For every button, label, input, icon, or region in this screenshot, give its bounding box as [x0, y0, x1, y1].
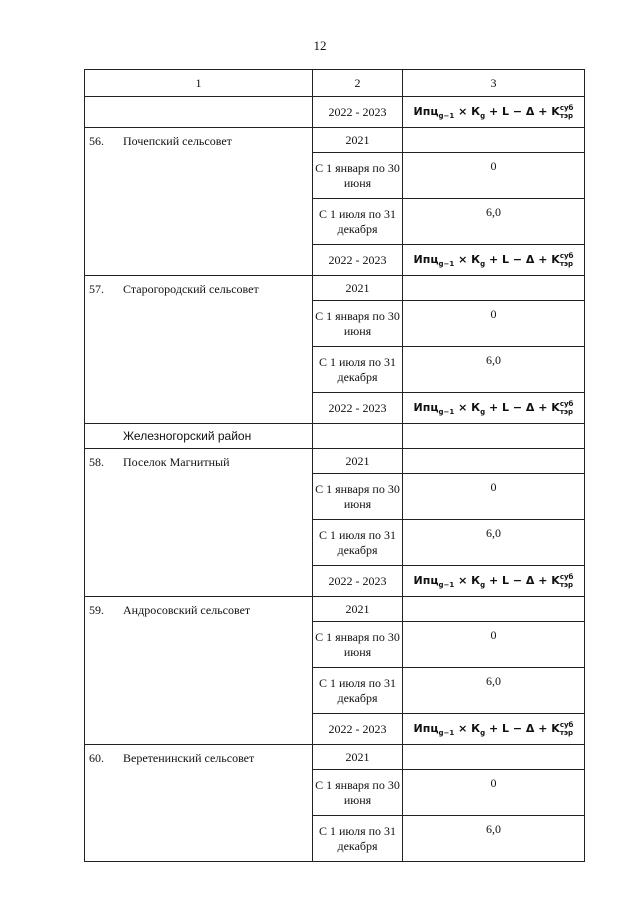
period-cell: 2022 - 2023: [313, 566, 403, 597]
header-col-1: 1: [85, 70, 313, 97]
settlement-name-cell: [85, 597, 313, 745]
page-number: 12: [313, 38, 327, 53]
formula-rest: + L − Δ + K: [485, 722, 560, 735]
value-cell: [403, 745, 585, 770]
formula-cell: [403, 393, 585, 424]
value-cell: 0: [403, 301, 585, 347]
value-cell-empty: [403, 424, 585, 449]
district-name: Железногорский район: [85, 424, 313, 449]
period-cell-empty: [313, 424, 403, 449]
formula-ipc-index: g−1: [438, 408, 455, 417]
formula-cell: [403, 714, 585, 745]
formula-sub: тэр: [559, 112, 574, 120]
tariff-table: [84, 69, 585, 862]
table-row: [85, 97, 585, 128]
value-cell: 0: [403, 770, 585, 816]
formula-ipc-index: g−1: [438, 581, 455, 590]
value-cell: [403, 449, 585, 474]
formula-sub: тэр: [559, 260, 574, 268]
formula-rest: + L − Δ + K: [485, 574, 560, 587]
table-body: [85, 70, 585, 862]
formula-ipc-index: g−1: [438, 112, 455, 121]
formula-sup: суб: [559, 252, 574, 260]
formula-k-index: g: [480, 260, 486, 269]
period-cell: С 1 января по 30 июня: [313, 622, 403, 668]
settlement-name: Поселок Магнитный: [123, 455, 230, 469]
formula-k-sub-ter: [560, 104, 574, 120]
district-row: [85, 424, 585, 449]
table-row: [85, 128, 585, 153]
value-cell: 6,0: [403, 199, 585, 245]
table-row: [85, 276, 585, 301]
header-col-3: 3: [403, 70, 585, 97]
period-cell: 2021: [313, 745, 403, 770]
period-cell: 2022 - 2023: [313, 714, 403, 745]
formula-k-sub-ter: [560, 721, 574, 737]
formula-sub: тэр: [559, 408, 574, 416]
formula-ipc: Ипц: [413, 105, 439, 118]
formula-k-index: g: [480, 581, 486, 590]
table-header-row: [85, 70, 585, 97]
settlement-name-cell: [85, 276, 313, 424]
period-cell: С 1 января по 30 июня: [313, 770, 403, 816]
period-cell: С 1 июля по 31 декабря: [313, 520, 403, 566]
formula-k-sub-ter: [560, 400, 574, 416]
settlement-name-cell: [85, 745, 313, 862]
formula-rest: + L − Δ + K: [485, 401, 560, 414]
row-number: 60.: [89, 751, 104, 765]
value-cell: 0: [403, 153, 585, 199]
period-cell: 2021: [313, 597, 403, 622]
value-cell: 6,0: [403, 816, 585, 862]
period-cell: С 1 июля по 31 декабря: [313, 347, 403, 393]
formula-ipc-index: g−1: [438, 260, 455, 269]
formula-k: × К: [454, 401, 481, 414]
value-cell: 0: [403, 622, 585, 668]
value-cell: 6,0: [403, 668, 585, 714]
formula-sup: суб: [559, 400, 574, 408]
formula-sup: суб: [559, 104, 574, 112]
formula-cell: [403, 566, 585, 597]
row-number: 59.: [89, 603, 104, 617]
row-number: 57.: [89, 282, 104, 296]
value-cell: [403, 276, 585, 301]
period-cell: 2022 - 2023: [313, 97, 403, 128]
value-cell: 6,0: [403, 347, 585, 393]
period-cell: С 1 января по 30 июня: [313, 153, 403, 199]
formula-sub: тэр: [559, 581, 574, 589]
period-cell: 2021: [313, 449, 403, 474]
formula-ipc: Ипц: [413, 574, 439, 587]
value-cell: 0: [403, 474, 585, 520]
table-row: [85, 449, 585, 474]
header-col-2: 2: [313, 70, 403, 97]
name-cell-empty: [85, 97, 313, 128]
formula-k-index: g: [480, 729, 486, 738]
formula-rest: + L − Δ + K: [485, 253, 560, 266]
formula-k-index: g: [480, 408, 486, 417]
formula-k: × К: [454, 105, 481, 118]
formula-sub: тэр: [559, 729, 574, 737]
period-cell: 2021: [313, 276, 403, 301]
settlement-name: Веретенинский сельсовет: [123, 751, 255, 765]
settlement-name: Андросовский сельсовет: [123, 603, 251, 617]
formula-cell: [403, 245, 585, 276]
formula-ipc: Ипц: [413, 722, 439, 735]
formula-ipc: Ипц: [413, 401, 439, 414]
formula-ipc: Ипц: [413, 253, 439, 266]
formula-sup: суб: [559, 573, 574, 581]
formula-k: × К: [454, 574, 481, 587]
period-cell: С 1 января по 30 июня: [313, 301, 403, 347]
formula-sup: суб: [559, 721, 574, 729]
formula-rest: + L − Δ + K: [485, 105, 560, 118]
value-cell: [403, 597, 585, 622]
value-cell: [403, 128, 585, 153]
table-row: [85, 745, 585, 770]
period-cell: 2022 - 2023: [313, 245, 403, 276]
settlement-name-cell: [85, 449, 313, 597]
period-cell: С 1 июля по 31 декабря: [313, 199, 403, 245]
period-cell: 2021: [313, 128, 403, 153]
formula-ipc-index: g−1: [438, 729, 455, 738]
formula-k: × К: [454, 722, 481, 735]
formula-k-index: g: [480, 112, 486, 121]
formula-k-sub-ter: [560, 573, 574, 589]
formula-k-sub-ter: [560, 252, 574, 268]
settlement-name-cell: [85, 128, 313, 276]
table-row: [85, 597, 585, 622]
settlement-name: Почепский сельсовет: [123, 134, 232, 148]
period-cell: 2022 - 2023: [313, 393, 403, 424]
period-cell: С 1 июля по 31 декабря: [313, 668, 403, 714]
period-cell: С 1 июля по 31 декабря: [313, 816, 403, 862]
row-number: 56.: [89, 134, 104, 148]
formula-cell: [403, 97, 585, 128]
period-cell: С 1 января по 30 июня: [313, 474, 403, 520]
row-number: 58.: [89, 455, 104, 469]
settlement-name: Старогородский сельсовет: [123, 282, 259, 296]
value-cell: 6,0: [403, 520, 585, 566]
formula-k: × К: [454, 253, 481, 266]
